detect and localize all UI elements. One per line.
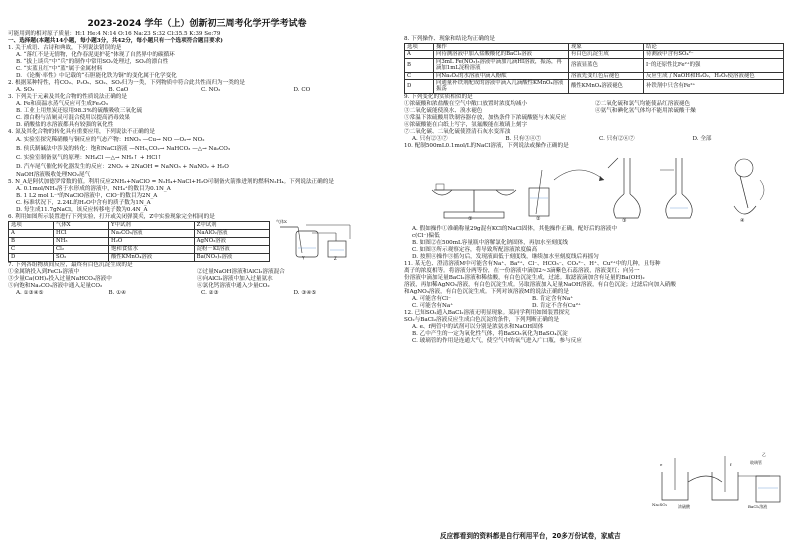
question-stem: 1. 关于成语、古诗和典故，下列说法错误的是 [8,45,122,51]
item: ⑦二氧化碳、二氧化硫使澄清石灰水变浑浊 [404,128,511,135]
question-stem: 和AgNO₃溶液，有白色沉淀生成。下列对该溶液M的说法正确的是 [404,288,569,295]
option: B. “拔上谈兵”中“兵”的制作中常用SO₂处理过，SO₂的漂白性 [16,59,169,65]
question-stem: 11. 某无色、澄清溶液M中可能含有Na⁺、Ba²⁺、Cl⁻、HCO₃⁻、CO₃²⁻、H⁺、Cu²⁺中的几种，且每种 [404,260,661,267]
option: A. Fe和高温水蒸气反应可生成Fe₂O₃ [16,101,108,107]
table-cell: 向通量补铁剂配成的溶液中滴入几滴酸性KMnO₄溶液振荡 [434,80,569,94]
option: A. “落红不是无情物，化作春泥更护花”体现了自然界中的碳循环 [16,52,175,58]
option: C. 如图③所示观察定容，将导致所配溶液浓度偏高 [412,246,538,253]
item: ⑥氯化钙溶液中通入少量CO₂ [197,283,270,289]
item: ④向AlCl₃溶液中加入过量氨水 [197,276,273,282]
option-row [404,303,652,310]
item: ②二氧化硫和氯气均能使品红溶液褪色 [595,100,691,107]
option: B. ①④ [108,290,127,296]
table-cell: Ba(NO₃)₂溶液 [194,254,269,262]
exam-title: 2023-2024 学年（上）创新初三周考化学开学考试卷 [87,19,307,29]
table-header-cell: 气体X [54,222,109,230]
option: C. 只有②⑥⑦ [599,135,635,142]
solution-preparation-diagram [404,150,784,226]
figure-label: ① [468,215,473,222]
option: D. 汽车尾气催化转化器发生的反应：2NO₂ + 2NaOH = NaNO₃ + NaNO₂ + H₂O [16,164,229,170]
option: NaOH溶液吸收处理NO₂尾气 [16,172,91,178]
table-row [405,51,784,58]
item-row [8,283,386,290]
q8-table [404,43,784,94]
figure-label: 乙 [762,452,766,457]
table-cell: 酸性KMnO₄溶液褪色 [569,80,644,94]
table-cell: C [9,246,54,254]
option: D. 肯定不含有Cu²⁺ [532,302,581,309]
table-cell: D [9,254,54,262]
beaker-icon [529,170,549,216]
option: C. 可能含有Na⁺ [412,302,454,309]
figure-label: Na₂SO₃ [652,502,668,507]
option: B. 工业上用焦炭还原用98.3%的硫酸吸收三氧化硫 [16,108,143,114]
so2-apparatus-diagram [652,452,788,512]
item-row [8,276,386,283]
volumetric-flask-icon [660,158,692,218]
option: A. 假如操作①准确称量29g混有KCl的NaCl固体，其他操作正确，配好后的溶液中 [412,225,617,232]
item-row [404,108,786,115]
table-header-cell: 结论 [644,44,784,51]
item: ①金属钠投入到FeCl₃溶液中 [8,269,80,275]
table-row [9,246,270,254]
table-cell: 淀粉－KI溶液 [194,246,269,254]
table-cell: 补铁剂中只含有Fe²⁺ [644,80,784,94]
item-row [8,269,386,276]
label-y: Y [302,255,305,261]
question-stem: 9. 下列变化的实质相似的是 [404,93,473,100]
option: B. 侯氏制碱法中涉及的转化：饱和NaCl溶液 —NH₃,CO₂→ NaHCO₃ —△→ Na₂CO₃ [16,146,231,152]
option: A. 可能含有Cl⁻ [412,295,451,302]
table-cell: 酸性KMnO₄溶液 [109,254,195,262]
label-z: Z [334,256,337,261]
table-header-cell: 现象 [569,44,644,51]
item: ②过量NaOH溶液和AlCl₃溶液混合 [197,269,285,275]
option: B. 乙中产生的一定为氧化性气体，将BaSO₃氧化为BaSO₄沉淀 [412,330,568,337]
question-stem: 3. 下列关于元素及其化合物的性质说法正确的是 [8,94,127,100]
table-cell: H₂O [109,238,195,246]
table-cell: D [405,80,434,94]
option-row [8,290,386,297]
question-stem: 溶液，再加稀AgNO₃溶液，有白色沉淀生成。另取溶液加入足量NaOH溶液，有白色沉淀；过滤后向加入硝酸 [404,281,676,288]
figure-label: ④ [740,217,745,224]
gas-apparatus-diagram [276,221,372,261]
table-header-row [9,222,270,230]
item: ①浓硫酸和浓盐酸在空气中敞口放置时浓度均减小 [404,100,528,107]
q6-table [8,221,270,262]
question-10 [404,143,786,261]
figure-label: f [730,462,732,467]
option-row [8,87,386,94]
question-6 [8,214,386,262]
item: ③少量Ca(OH)₂投入过量NaHCO₃溶液中 [8,276,112,282]
figure-label: 玻璃管 [750,460,762,465]
question-stem: 离子的浓度相等。将溶液分两等份，在一份溶液中滴加2~3滴紫色石蕊溶液，溶液变红；向另一 [404,267,640,274]
table-cell: 溶液先变红色后褪色 [569,72,644,79]
question-4 [8,129,386,179]
item: ④氨气和碘化氢气体均不能用浓硫酸干燥 [595,107,696,114]
atomic-masses: 可能用到的相对原子质量：H:1 He:4 N:14 O:16 Na:23 S:32 Cl:35.5 K:39 Se:79 [8,31,221,37]
table-cell: NaAlO₂溶液 [194,230,269,238]
option-row [404,136,786,143]
item: ⑥浓硫酸能在白纸上写字，氢氟酸能在玻璃上刻字 [404,121,528,128]
option: D. 按照④操作③摇匀后，发现液面低于刻度线，继续加水至刻度线后再摇匀 [412,253,599,260]
option: A. ①③④⑤ [16,290,44,296]
option: A. e、f两管中的试剂可以分别是浓氨水和NaOH固体 [412,323,544,330]
promo-footer: 反应都看到的资料都是自行利用平台，20多万份试卷，家威吉 [440,532,621,540]
question-stem: 6. 利用如图所示装置进行下列实验，打开或关闭弹簧夹，Z中实验现象完全相同的是 [8,214,215,220]
question-8 [404,36,786,94]
table-cell: NH₃ [54,238,109,246]
figure-label: 浓硫酸 [678,504,690,509]
option: C. ②③ [201,290,219,296]
option: c(Cl⁻)偏低 [412,232,440,239]
question-stem: 份溶液中滴加足量BaCl₂溶液和稀盐酸，有白色沉淀生成，过滤。取滤液滴加含有足量的Ba(OH)₂ [404,274,645,281]
question-stem: 4. 氮及其化合物的转化具有重要应用，下列说法不正确的是 [8,129,155,135]
table-cell: 溶液显蓝色 [569,58,644,72]
option: D. 全部 [692,135,712,142]
option: B. 只有③④⑦ [505,135,542,142]
volumetric-flask-icon [608,158,640,218]
option: C. 玻璃管的作用是连通大气，使空气中的氧气进入广口瓶，参与反应 [412,337,582,344]
option: A. 0.1mol/NH₃溶于水形成的溶液中，NH₄⁺的数目为0.1N_A [16,186,171,192]
table-cell: 向待测溶液中加入盐酸酸化的BaCl₂溶液 [434,51,569,58]
question-stem: 8. 下列操作、现象和结论均正确的是 [404,36,496,42]
option: B. 1 L2 mol L⁻¹的NaClO溶液中，ClO⁻的数目为2N_A [16,193,158,199]
option: D. CO [293,87,311,93]
right-column [404,6,786,345]
option: C. 标准状况下，2.24L的H₂O中含有的质子数为1N_A [16,200,151,206]
question-9 [404,94,786,143]
item: ⑤常温下浓硫酸用铁制容器存放，加热条件下浓硫酸能与木炭反应 [404,114,567,121]
left-column [8,6,386,297]
table-header-row [405,44,784,51]
figure-label: ③ [622,217,627,224]
option: C. 实验室制备氨气的原理：NH₄Cl —△→ NH₃↑ + HCl↑ [16,155,162,161]
item: ⑤向饱和Na₂CO₃溶液中通入足量CO₂ [8,283,103,289]
option: C. “实蓝且红”中“蓝”属于金属材料 [16,66,103,72]
table-cell: HCl [54,230,109,238]
option-row [404,296,652,303]
question-stem: 2. 根据某种特性，将CO₂、P₂O₅、SO₂、SO₂归为一类，下列物质中符合此共性而归为一类的是 [8,80,245,86]
table-cell: 有白色沉淀生成 [569,51,644,58]
table-cell: 反应生成了NaOH和H₂O₂，H₂O₂使溶液褪色 [644,72,784,79]
table-header-cell: 选项 [405,44,434,51]
question-12 [404,310,786,345]
gas-x-label: 气体X [276,219,287,224]
option: C. NO₂ [201,87,221,93]
table-row [405,72,784,79]
table-cell: 待测液中含有SO₄²⁻ [644,51,784,58]
option: A. 实验室探究稀硝酸与铜反应的气态产物：HNO₃ —Cu→ NO —O₂→ NO₂ [16,137,205,143]
table-cell: 向Na₂O₂的水溶液中滴入酚酞 [434,72,569,79]
q10-figure [404,150,786,226]
table-cell: Na₂CO₃溶液 [109,230,195,238]
table-cell: AgNO₃溶液 [194,238,269,246]
table-cell: 饱和食盐水 [109,246,195,254]
table-cell: I⁻的还原性比Fe²⁺的强 [644,58,784,72]
option: B. 肯定含有Na⁺ [532,295,574,302]
table-cell: 向3mL Fe(NO₃)₃溶液中滴加几滴HI溶液，振荡，再滴加1mL淀粉溶液 [434,58,569,72]
option: B. CaO [108,87,129,93]
question-stem: 12. 已知SO₂通入BaCl₂溶液无明显现象。某同学利用如图装置探究 [404,309,570,316]
figure-label: ② [536,215,541,222]
option: D. ③④⑤ [293,290,317,296]
question-stem: SO₂与BaCl₂溶液反应生成白色沉淀的条件，下列判断正确的是 [404,316,560,323]
table-cell: SO₂ [54,254,109,262]
table-cell: Cl₂ [54,246,109,254]
question-5 [8,179,386,214]
figure-label: BaCl₂溶液 [748,504,768,509]
option: D. 硝酸盐的水溶液都具有较强的氧化性 [16,122,114,128]
figure-label: e [660,462,663,467]
section-heading: 一、选择题(本题共14小题，每小题3分，共42分，每小题只有一个选项符合题目要求) [8,38,223,44]
option: A. SO₃ [16,87,35,93]
question-1 [8,45,386,80]
option: D. 《论衡·率性》中记载的“石胆能化铁为铜”的变化属于化学变化 [16,73,177,79]
option: D. 每生成11.7gNaCl，该反应转移电子数为0.4N_A [16,207,148,213]
table-header-cell: Z中试剂 [194,222,269,230]
table-cell: B [9,238,54,246]
item-row [404,101,786,108]
table-row [9,230,270,238]
option: B. 如图②在500mL容量瓶中溶解氯化钠固体，再加水至刻度线 [412,239,569,246]
question-7 [8,262,386,297]
table-header-cell: 操作 [434,44,569,51]
table-row [9,238,270,246]
table-cell: A [9,230,54,238]
question-stem: 5. N_A是阿伏加德罗常数的值。利用反应2NH₃+NaClO = N₂H₄+NaCl+H₂O可制备火箭推进剂的燃料N₂H₄。下列说法正确的是 [8,179,334,185]
table-row [405,80,784,94]
inverting-flask-icon [734,159,764,214]
option: A. 只有②③⑦ [412,135,448,142]
table-cell: B [405,58,434,72]
question-stem: 7. 下列各组物质间反应，最终有白色沉淀生成的是 [8,262,133,268]
table-cell: A [405,51,434,58]
table-header-cell: 选项 [9,222,54,230]
q12-figure [652,452,788,512]
table-row [9,254,270,262]
table-row [405,58,784,72]
table-cell: C [405,72,434,79]
option: C. 漂白粉与洁厕灵可混合使用以提高消毒效果 [16,115,130,121]
question-2 [8,80,386,94]
question-stem: 10. 配制500mL0.1mol/L的NaCl溶液，下列说法或操作正确的是 [404,142,569,149]
table-header-cell: Y中试剂 [109,222,195,230]
question-3 [8,94,386,129]
item: ③二氧化硫能使溴水、溴水褪色 [404,107,483,114]
balance-icon [432,184,516,218]
q6-apparatus-figure [276,221,372,261]
question-11 [404,261,786,310]
